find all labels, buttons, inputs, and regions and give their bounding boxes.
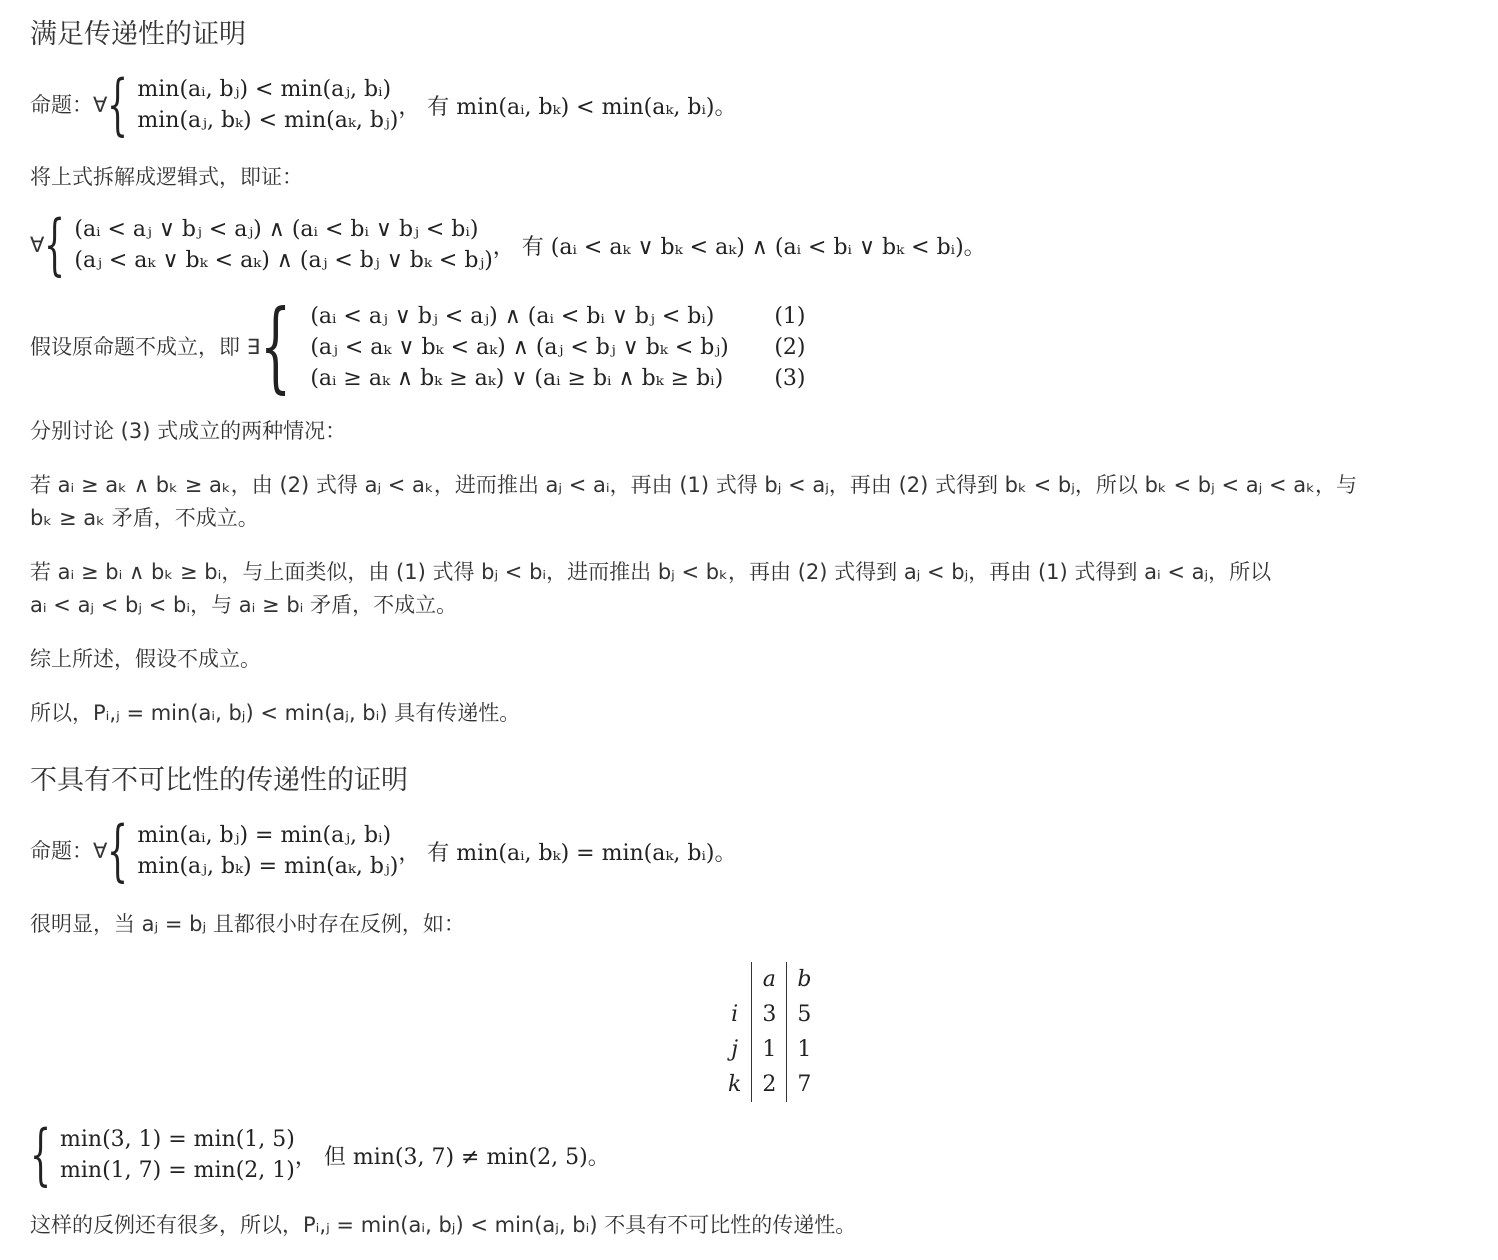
table-cell: 7 bbox=[797, 1072, 812, 1097]
section2-title: 不具有不可比性的传递性的证明 bbox=[30, 765, 408, 796]
table-cell: 1 bbox=[752, 1032, 787, 1067]
case-line: min(1, 7) = min(2, 1) bbox=[60, 1158, 295, 1183]
table-row bbox=[718, 1067, 821, 1102]
table-cell: 1 bbox=[797, 1037, 812, 1062]
logic-cases bbox=[74, 214, 492, 276]
counterexample-conclusion: ， 但 min(3, 7) ≠ min(2, 5)。 bbox=[294, 1144, 610, 1170]
case-line: min(aⱼ, bₖ) = min(aₖ, bⱼ) bbox=[137, 854, 399, 879]
left-brace: { bbox=[44, 206, 66, 283]
counterexample-table bbox=[718, 962, 821, 1102]
proposition-label: 命题：∀ bbox=[30, 839, 108, 863]
section1-proposition bbox=[30, 66, 737, 143]
assumption-case-2 bbox=[310, 332, 814, 363]
proposition-cases bbox=[137, 820, 398, 882]
left-brace: { bbox=[107, 66, 129, 143]
proposition-conclusion: ， 有 min(aᵢ, bₖ) < min(aₖ, bᵢ)。 bbox=[398, 94, 737, 120]
proposition-label: 命题：∀ bbox=[30, 93, 108, 117]
equation-tag: (1) bbox=[774, 303, 806, 329]
left-brace: { bbox=[30, 1116, 51, 1193]
equation-tag: (3) bbox=[774, 365, 806, 391]
logic-conclusion: ， 有 (aᵢ < aₖ ∨ bₖ < aₖ) ∧ (aᵢ < bᵢ ∨ bₖ < bᵢ)。 bbox=[492, 234, 986, 260]
counterexample-equations bbox=[30, 1116, 610, 1193]
final-conclusion: 这样的反例还有很多，所以，Pᵢ,ⱼ = min(aᵢ, bⱼ) < min(aⱼ, bᵢ) 不具有不可比性的传递性。 bbox=[30, 1213, 857, 1237]
case-b-line-2: aᵢ < aⱼ < bⱼ < bᵢ，与 aᵢ ≥ bᵢ 矛盾，不成立。 bbox=[30, 593, 458, 617]
table-cell: 3 bbox=[752, 997, 787, 1032]
case-line: (aᵢ < aⱼ ∨ bⱼ < aⱼ) ∧ (aᵢ < bᵢ ∨ bⱼ < bᵢ) bbox=[74, 217, 479, 242]
left-brace: { bbox=[259, 290, 292, 404]
table-cell: j bbox=[718, 1032, 752, 1067]
case-a-line-1: 若 aᵢ ≥ aₖ ∧ bₖ ≥ aₖ，由 (2) 式得 aⱼ < aₖ，进而推出 aⱼ < aᵢ，再由 (1) 式得 bⱼ < aⱼ，再由 (2) 式得到 bₖ < bⱼ，所以 bₖ < bⱼ < aⱼ < aₖ，与 bbox=[30, 473, 1358, 497]
assumption-label: 假设原命题不成立，即 ∃ bbox=[30, 335, 260, 359]
case-line: min(3, 1) = min(1, 5) bbox=[60, 1127, 295, 1152]
table-row bbox=[718, 1032, 821, 1067]
case-equation: (aᵢ ≥ aₖ ∧ bₖ ≥ aₖ) ∨ (aᵢ ≥ bᵢ ∧ bₖ ≥ bᵢ) bbox=[310, 365, 724, 391]
table-row bbox=[718, 997, 821, 1032]
table-cell: i bbox=[718, 997, 752, 1032]
assumption-statement bbox=[30, 290, 814, 404]
left-brace: { bbox=[107, 812, 129, 889]
proposition-conclusion: ， 有 min(aᵢ, bₖ) = min(aₖ, bᵢ)。 bbox=[398, 840, 737, 866]
assumption-cases bbox=[310, 301, 814, 394]
logic-statement bbox=[30, 206, 986, 283]
conclusion: 所以，Pᵢ,ⱼ = min(aᵢ, bⱼ) < min(aⱼ, bᵢ) 具有传递性。 bbox=[30, 701, 521, 725]
case-line: min(aⱼ, bₖ) < min(aₖ, bⱼ) bbox=[137, 108, 399, 133]
section2-proposition bbox=[30, 812, 737, 889]
proposition-cases bbox=[137, 74, 398, 136]
assumption-case-1 bbox=[310, 301, 814, 332]
case-a-line-2: bₖ ≥ aₖ 矛盾，不成立。 bbox=[30, 506, 259, 530]
logic-intro: 将上式拆解成逻辑式，即证： bbox=[30, 165, 303, 189]
counterexample-intro: 很明显，当 aⱼ = bⱼ 且都很小时存在反例，如： bbox=[30, 912, 465, 936]
table-header: b bbox=[797, 967, 812, 992]
equation-tag: (2) bbox=[774, 334, 806, 360]
table-cell: 2 bbox=[752, 1067, 787, 1102]
table-header: a bbox=[752, 962, 787, 997]
table-cell: 5 bbox=[797, 1002, 812, 1027]
section1-title: 满足传递性的证明 bbox=[30, 19, 246, 50]
table-cell bbox=[718, 962, 752, 997]
case-equation: (aⱼ < aₖ ∨ bₖ < aₖ) ∧ (aⱼ < bⱼ ∨ bₖ < bⱼ) bbox=[310, 334, 729, 360]
forall-label: ∀ bbox=[30, 233, 45, 257]
summary: 综上所述，假设不成立。 bbox=[30, 647, 261, 671]
case-b-line-1: 若 aᵢ ≥ bᵢ ∧ bₖ ≥ bᵢ，与上面类似，由 (1) 式得 bⱼ < bᵢ，进而推出 bⱼ < bₖ，再由 (2) 式得到 aⱼ < bⱼ，再由 (1) 式得到 aᵢ < aⱼ，所以 bbox=[30, 560, 1272, 584]
discussion-intro: 分别讨论 (3) 式成立的两种情况： bbox=[30, 419, 347, 443]
table-cell: k bbox=[718, 1067, 752, 1102]
case-line: (aⱼ < aₖ ∨ bₖ < aₖ) ∧ (aⱼ < bⱼ ∨ bₖ < bⱼ) bbox=[74, 248, 493, 273]
counterexample-cases bbox=[60, 1124, 295, 1186]
case-line: min(aᵢ, bⱼ) = min(aⱼ, bᵢ) bbox=[137, 823, 392, 848]
case-equation: (aᵢ < aⱼ ∨ bⱼ < aⱼ) ∧ (aᵢ < bᵢ ∨ bⱼ < bᵢ) bbox=[310, 303, 715, 329]
assumption-case-3 bbox=[310, 363, 814, 394]
case-line: min(aᵢ, bⱼ) < min(aⱼ, bᵢ) bbox=[137, 77, 392, 102]
table-row bbox=[718, 962, 821, 997]
